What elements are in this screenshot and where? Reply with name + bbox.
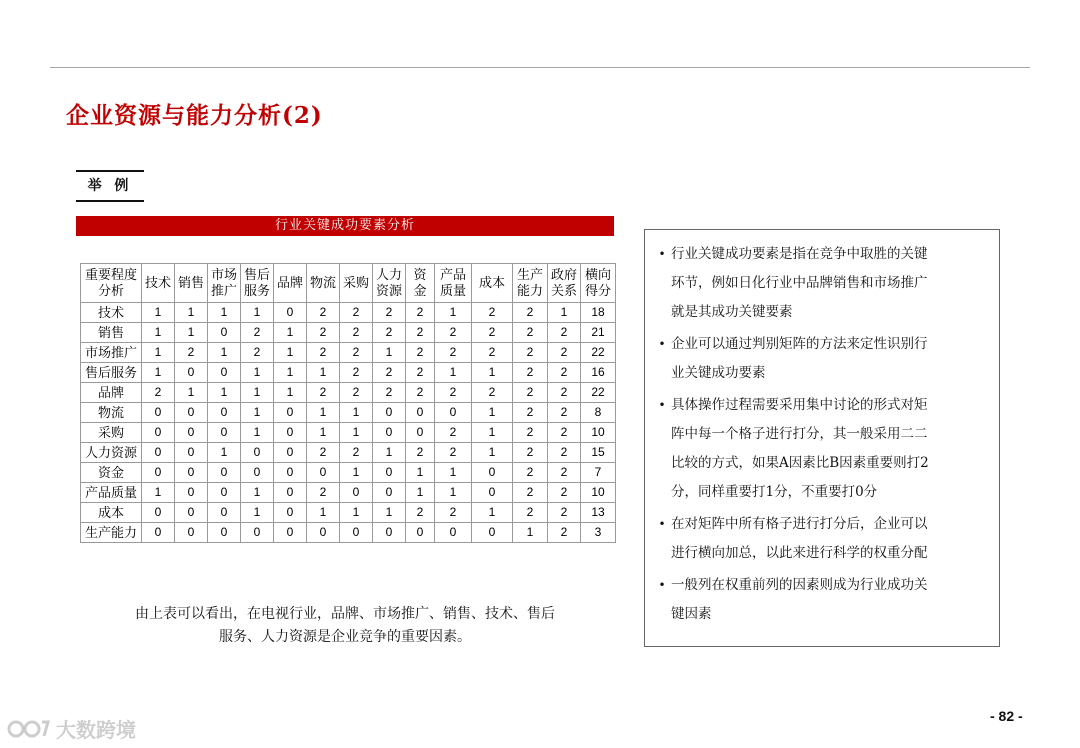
row-total-cell: 8 [581, 403, 616, 423]
score-cell: 2 [373, 383, 406, 403]
table-row [81, 423, 616, 443]
score-cell: 1 [435, 363, 472, 383]
score-cell: 1 [435, 463, 472, 483]
score-cell: 0 [274, 303, 307, 323]
corner-header: 重要程度 分析 [81, 264, 142, 303]
score-cell: 2 [548, 403, 581, 423]
score-cell: 0 [472, 483, 513, 503]
bullet-icon: • [658, 247, 666, 261]
score-cell: 2 [548, 523, 581, 543]
row-total-cell: 13 [581, 503, 616, 523]
score-cell: 0 [373, 403, 406, 423]
column-header: 人力 资源 [373, 264, 406, 303]
score-cell: 0 [208, 403, 241, 423]
score-cell: 0 [142, 503, 175, 523]
score-cell: 1 [274, 323, 307, 343]
table-row [81, 483, 616, 503]
score-cell: 2 [307, 343, 340, 363]
table-row [81, 523, 616, 543]
score-cell: 0 [373, 463, 406, 483]
table-row [81, 383, 616, 403]
score-cell: 0 [142, 423, 175, 443]
note-line: 行业关键成功要素是指在竞争中取胜的关键 [671, 246, 928, 262]
score-cell: 0 [208, 483, 241, 503]
column-header: 物流 [307, 264, 340, 303]
score-cell: 1 [208, 303, 241, 323]
column-header: 技术 [142, 264, 175, 303]
score-cell: 2 [513, 443, 548, 463]
score-cell: 0 [435, 523, 472, 543]
score-cell: 1 [241, 503, 274, 523]
score-cell: 1 [406, 463, 435, 483]
column-header: 政府 关系 [548, 264, 581, 303]
score-cell: 1 [142, 483, 175, 503]
score-cell: 2 [406, 383, 435, 403]
score-cell: 0 [274, 423, 307, 443]
score-cell: 2 [513, 363, 548, 383]
score-cell: 1 [435, 303, 472, 323]
score-cell: 2 [241, 343, 274, 363]
note-item [653, 240, 985, 327]
score-cell: 0 [175, 503, 208, 523]
summary-text [80, 603, 610, 649]
score-cell: 0 [340, 483, 373, 503]
score-cell: 2 [548, 463, 581, 483]
score-cell: 2 [340, 323, 373, 343]
score-cell: 0 [274, 403, 307, 423]
score-cell: 0 [472, 523, 513, 543]
table-row [81, 463, 616, 483]
score-cell: 1 [435, 483, 472, 503]
row-total-cell: 18 [581, 303, 616, 323]
score-cell: 1 [175, 323, 208, 343]
row-total-cell: 7 [581, 463, 616, 483]
column-header: 采购 [340, 264, 373, 303]
score-cell: 1 [208, 343, 241, 363]
score-cell: 2 [307, 443, 340, 463]
score-cell: 2 [241, 323, 274, 343]
note-line: 业关键成功要素 [671, 365, 766, 381]
score-cell: 0 [175, 423, 208, 443]
score-cell: 0 [175, 443, 208, 463]
score-cell: 2 [340, 443, 373, 463]
score-cell: 2 [142, 383, 175, 403]
score-cell: 2 [548, 363, 581, 383]
score-cell: 2 [548, 443, 581, 463]
row-total-cell: 22 [581, 343, 616, 363]
note-line: 进行横向加总，以此来进行科学的权重分配 [671, 545, 928, 561]
page-number: - 82 - [990, 708, 1023, 724]
score-cell: 0 [406, 523, 435, 543]
note-item [653, 391, 985, 507]
score-cell: 1 [208, 383, 241, 403]
score-cell: 0 [175, 523, 208, 543]
score-cell: 0 [373, 423, 406, 443]
row-label: 技术 [81, 303, 142, 323]
row-label: 生产能力 [81, 523, 142, 543]
row-label: 售后服务 [81, 363, 142, 383]
score-cell: 2 [472, 323, 513, 343]
table-row [81, 403, 616, 423]
score-cell: 0 [175, 363, 208, 383]
note-line: 比较的方式，如果A因素比B因素重要则打2 [671, 455, 929, 471]
row-label: 资金 [81, 463, 142, 483]
page-title: 企业资源与能力分析(2) [66, 102, 323, 129]
score-cell: 2 [307, 483, 340, 503]
note-text [671, 571, 985, 629]
score-cell: 2 [340, 303, 373, 323]
score-cell: 2 [435, 503, 472, 523]
bullet-icon: • [658, 517, 666, 531]
score-cell: 1 [472, 363, 513, 383]
column-header: 市场 推广 [208, 264, 241, 303]
score-cell: 0 [208, 423, 241, 443]
score-cell: 1 [241, 423, 274, 443]
score-cell: 2 [340, 363, 373, 383]
score-cell: 2 [435, 323, 472, 343]
score-cell: 0 [406, 423, 435, 443]
score-cell: 2 [340, 383, 373, 403]
score-cell: 2 [307, 323, 340, 343]
score-cell: 1 [373, 443, 406, 463]
score-cell: 0 [142, 523, 175, 543]
score-cell: 0 [307, 463, 340, 483]
notes-box [644, 229, 1000, 647]
score-cell: 2 [513, 323, 548, 343]
bullet-icon: • [658, 578, 666, 592]
score-cell: 0 [274, 443, 307, 463]
note-line: 一般列在权重前列的因素则成为行业成功关 [671, 577, 928, 593]
score-cell: 2 [513, 483, 548, 503]
table-row [81, 363, 616, 383]
column-header: 售后 服务 [241, 264, 274, 303]
row-total-cell: 3 [581, 523, 616, 543]
column-header: 成本 [472, 264, 513, 303]
score-cell: 2 [307, 303, 340, 323]
note-line: 阵中每一个格子进行打分，其一般采用二二 [671, 426, 928, 442]
score-cell: 2 [513, 303, 548, 323]
score-cell: 1 [142, 323, 175, 343]
score-cell: 0 [274, 503, 307, 523]
row-label: 市场推广 [81, 343, 142, 363]
note-line: 键因素 [671, 606, 712, 622]
score-cell: 1 [406, 483, 435, 503]
table-row [81, 343, 616, 363]
note-line: 企业可以通过判别矩阵的方法来定性识别行 [671, 336, 928, 352]
score-cell: 0 [142, 463, 175, 483]
score-cell: 2 [472, 383, 513, 403]
score-cell: 2 [513, 463, 548, 483]
score-cell: 1 [142, 363, 175, 383]
column-header: 横向 得分 [581, 264, 616, 303]
score-cell: 0 [241, 443, 274, 463]
score-cell: 0 [241, 523, 274, 543]
row-label: 品牌 [81, 383, 142, 403]
score-cell: 2 [406, 363, 435, 383]
score-cell: 0 [142, 403, 175, 423]
score-cell: 1 [307, 423, 340, 443]
score-cell: 0 [175, 483, 208, 503]
table-row [81, 323, 616, 343]
row-label: 人力资源 [81, 443, 142, 463]
score-cell: 1 [340, 403, 373, 423]
table-row [81, 503, 616, 523]
example-label: 举 例 [76, 170, 144, 202]
score-cell: 0 [175, 463, 208, 483]
row-label: 成本 [81, 503, 142, 523]
summary-line-2: 服务、人力资源是企业竞争的重要因素。 [219, 629, 471, 645]
score-cell: 2 [513, 503, 548, 523]
note-line: 在对矩阵中所有格子进行打分后，企业可以 [671, 516, 928, 532]
score-cell: 1 [241, 363, 274, 383]
note-line: 分，同样重要打1分，不重要打0分 [671, 484, 878, 500]
score-cell: 0 [208, 323, 241, 343]
note-item [653, 330, 985, 388]
row-total-cell: 15 [581, 443, 616, 463]
note-item [653, 571, 985, 629]
score-cell: 1 [472, 443, 513, 463]
score-cell: 2 [513, 343, 548, 363]
score-cell: 2 [435, 383, 472, 403]
score-cell: 1 [307, 503, 340, 523]
score-cell: 2 [406, 443, 435, 463]
score-cell: 2 [307, 383, 340, 403]
score-cell: 2 [435, 443, 472, 463]
score-cell: 2 [406, 503, 435, 523]
score-cell: 1 [340, 503, 373, 523]
score-cell: 1 [307, 363, 340, 383]
score-cell: 1 [175, 383, 208, 403]
score-cell: 1 [274, 383, 307, 403]
column-header: 产品 质量 [435, 264, 472, 303]
score-cell: 2 [513, 383, 548, 403]
score-cell: 1 [241, 403, 274, 423]
success-factor-matrix [80, 263, 616, 543]
score-cell: 1 [241, 303, 274, 323]
score-cell: 0 [142, 443, 175, 463]
note-line: 环节，例如日化行业中品牌销售和市场推广 [671, 275, 928, 291]
score-cell: 2 [548, 423, 581, 443]
column-header: 品牌 [274, 264, 307, 303]
score-cell: 0 [373, 523, 406, 543]
summary-line-1: 由上表可以看出，在电视行业，品牌、市场推广、销售、技术、售后 [135, 606, 555, 622]
row-label: 销售 [81, 323, 142, 343]
bullet-icon: • [658, 398, 666, 412]
score-cell: 0 [241, 463, 274, 483]
score-cell: 1 [274, 363, 307, 383]
score-cell: 0 [274, 463, 307, 483]
score-cell: 1 [373, 503, 406, 523]
score-cell: 1 [513, 523, 548, 543]
row-label: 采购 [81, 423, 142, 443]
row-label: 产品质量 [81, 483, 142, 503]
column-header: 资 金 [406, 264, 435, 303]
note-text [671, 240, 985, 327]
score-cell: 2 [340, 343, 373, 363]
score-cell: 1 [472, 403, 513, 423]
watermark-logo-icon [6, 718, 52, 740]
score-cell: 2 [406, 303, 435, 323]
table-row [81, 303, 616, 323]
score-cell: 2 [513, 403, 548, 423]
score-cell: 1 [340, 423, 373, 443]
row-total-cell: 22 [581, 383, 616, 403]
top-divider [50, 67, 1030, 68]
note-text [671, 391, 985, 507]
score-cell: 2 [406, 343, 435, 363]
row-total-cell: 16 [581, 363, 616, 383]
score-cell: 1 [175, 303, 208, 323]
score-cell: 0 [208, 363, 241, 383]
score-cell: 0 [208, 503, 241, 523]
score-cell: 0 [208, 463, 241, 483]
column-header: 销售 [175, 264, 208, 303]
note-text [671, 330, 985, 388]
score-cell: 0 [307, 523, 340, 543]
score-cell: 2 [548, 503, 581, 523]
score-cell: 1 [373, 343, 406, 363]
score-cell: 0 [373, 483, 406, 503]
score-cell: 2 [435, 423, 472, 443]
score-cell: 0 [208, 523, 241, 543]
score-cell: 2 [406, 323, 435, 343]
score-cell: 1 [142, 343, 175, 363]
score-cell: 2 [435, 343, 472, 363]
score-cell: 0 [274, 523, 307, 543]
score-cell: 2 [548, 343, 581, 363]
score-cell: 2 [373, 303, 406, 323]
score-cell: 0 [406, 403, 435, 423]
score-cell: 2 [513, 423, 548, 443]
score-cell: 0 [435, 403, 472, 423]
score-cell: 1 [241, 383, 274, 403]
score-cell: 2 [472, 343, 513, 363]
score-cell: 2 [548, 383, 581, 403]
score-cell: 0 [274, 483, 307, 503]
row-total-cell: 21 [581, 323, 616, 343]
row-total-cell: 10 [581, 423, 616, 443]
score-cell: 1 [548, 303, 581, 323]
score-cell: 0 [175, 403, 208, 423]
score-cell: 2 [175, 343, 208, 363]
row-label: 物流 [81, 403, 142, 423]
score-cell: 1 [472, 423, 513, 443]
score-cell: 1 [274, 343, 307, 363]
note-line: 具体操作过程需要采用集中讨论的形式对矩 [671, 397, 928, 413]
score-cell: 1 [241, 483, 274, 503]
score-cell: 1 [307, 403, 340, 423]
column-header: 生产 能力 [513, 264, 548, 303]
watermark-text: 大数跨境 [56, 718, 136, 742]
score-cell: 2 [472, 303, 513, 323]
table-banner: 行业关键成功要素分析 [76, 216, 614, 236]
score-cell: 2 [548, 483, 581, 503]
score-cell: 1 [208, 443, 241, 463]
note-text [671, 510, 985, 568]
note-line: 就是其成功关键要素 [671, 304, 793, 320]
watermark [6, 714, 136, 743]
score-cell: 2 [548, 323, 581, 343]
note-item [653, 510, 985, 568]
score-cell: 0 [340, 523, 373, 543]
score-cell: 2 [373, 363, 406, 383]
row-total-cell: 10 [581, 483, 616, 503]
score-cell: 0 [472, 463, 513, 483]
score-cell: 2 [373, 323, 406, 343]
score-cell: 1 [142, 303, 175, 323]
table-row [81, 443, 616, 463]
score-cell: 1 [472, 503, 513, 523]
score-cell: 1 [340, 463, 373, 483]
bullet-icon: • [658, 337, 666, 351]
